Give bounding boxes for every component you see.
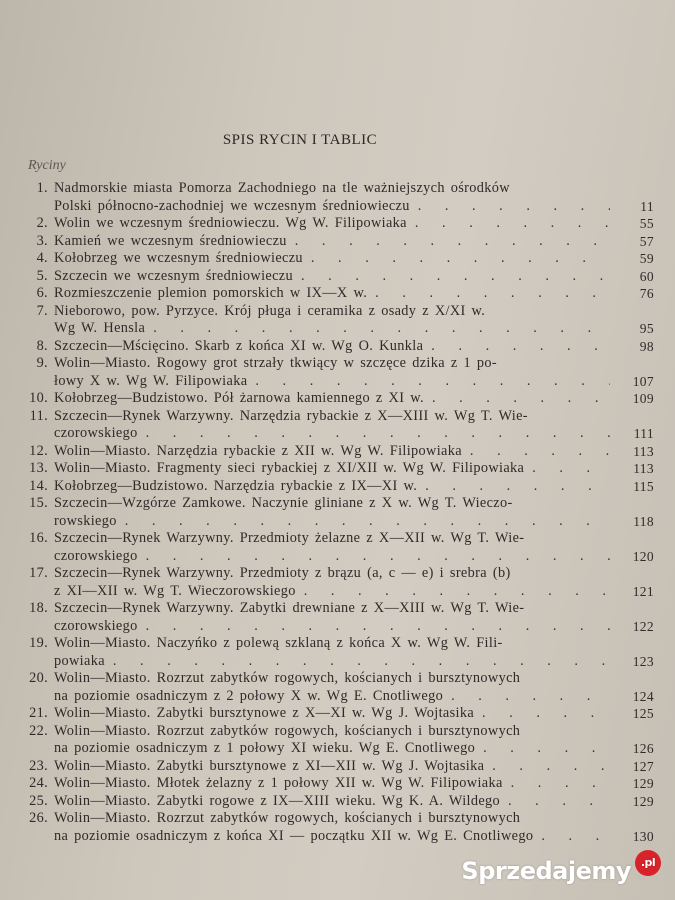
- dot-leader: [443, 688, 610, 706]
- dot-leader: [407, 215, 610, 233]
- list-item-line: [18, 618, 658, 636]
- dot-leader: [410, 198, 610, 216]
- page-number: [610, 670, 658, 688]
- list-item-line: [18, 740, 658, 758]
- item-number: 11.: [29, 407, 48, 424]
- list-item: [18, 215, 658, 233]
- item-number: 15.: [29, 495, 48, 511]
- page-number: 111: [633, 426, 654, 441]
- line-spacer: [520, 810, 610, 828]
- item-caption: z XI—XII w. Wg T. Wieczorowskiego: [54, 582, 296, 599]
- item-number: 22.: [29, 722, 48, 739]
- list-item: [18, 355, 658, 390]
- list-item: [18, 810, 658, 845]
- page-number: 124: [632, 688, 654, 704]
- page-number: 113: [633, 443, 654, 459]
- page-number: 127: [632, 758, 654, 774]
- list-item: [18, 285, 658, 303]
- list-item-line: [18, 758, 658, 776]
- list-item: [18, 635, 658, 670]
- item-caption: Wolin—Miasto. Fragmenty sieci rybackiej z XI/XII w. Wg W. Filipowiaka: [54, 460, 525, 476]
- item-caption: Wolin we wczesnym średniowieczu. Wg W. Filipowiaka: [54, 215, 407, 231]
- dot-leader: [138, 618, 610, 636]
- page-number: [610, 530, 658, 548]
- page-number: 123: [632, 653, 654, 669]
- list-item-line: [18, 793, 658, 811]
- list-item-line: [18, 198, 658, 216]
- page-number: 98: [639, 338, 654, 354]
- page-number: [610, 355, 658, 373]
- item-caption: Wolin—Miasto. Zabytki bursztynowe z X—XI w. Wg J. Wojtasika: [54, 705, 475, 721]
- dot-leader: [524, 460, 610, 478]
- list-item-line: [18, 670, 658, 688]
- item-caption: rowskiego: [54, 512, 117, 529]
- line-spacer: [485, 303, 610, 321]
- page-number: 109: [632, 391, 654, 406]
- line-spacer: [513, 495, 610, 513]
- dot-leader: [423, 338, 610, 356]
- line-spacer: [503, 635, 610, 653]
- list-item: [18, 793, 658, 811]
- list-item: [18, 338, 658, 356]
- list-item-line: [18, 600, 658, 618]
- item-caption: Wolin—Miasto. Rozrzut zabytków rogowych, kościanych i bursztynowych: [54, 722, 521, 739]
- item-number: 13.: [29, 460, 48, 476]
- list-item: [18, 268, 658, 286]
- list-item-line: [18, 705, 658, 723]
- line-spacer: [524, 600, 610, 618]
- list-item: [18, 565, 658, 600]
- page-number: 130: [632, 828, 654, 844]
- page-number: 120: [632, 548, 654, 564]
- item-number: 10.: [29, 390, 48, 406]
- item-caption: Wolin—Miasto. Zabytki rogowe z IX—XIII wieku. Wg K. A. Wildego: [54, 792, 501, 809]
- line-spacer: [510, 180, 610, 198]
- item-number: 12.: [29, 442, 48, 459]
- dot-leader: [287, 233, 610, 251]
- watermark-text: Sprzedajemy: [461, 857, 631, 885]
- dot-leader: [138, 548, 610, 566]
- item-number: 26.: [29, 810, 48, 826]
- dot-leader: [484, 758, 610, 776]
- dot-leader: [303, 250, 610, 268]
- list-item-line: [18, 495, 658, 513]
- watermark-logo: [461, 856, 656, 886]
- line-spacer: [520, 723, 610, 741]
- list-item: [18, 478, 658, 496]
- list-item-line: [18, 723, 658, 741]
- list-item: [18, 390, 658, 408]
- dot-leader: [293, 268, 610, 286]
- dot-leader: [367, 285, 610, 303]
- item-number: 18.: [29, 600, 48, 616]
- item-caption: Kamień we wczesnym średniowieczu: [54, 232, 287, 249]
- list-item-line: [18, 828, 658, 846]
- list-item-line: [18, 303, 658, 321]
- page-number: [610, 600, 658, 618]
- item-number: 1.: [36, 180, 48, 196]
- list-item-line: [18, 478, 658, 496]
- item-caption: czorowskiego: [54, 547, 138, 564]
- item-number: 2.: [36, 215, 48, 231]
- page-number: [610, 723, 658, 741]
- line-spacer: [524, 530, 610, 548]
- list-item-line: [18, 425, 658, 443]
- page-number: 129: [632, 776, 654, 791]
- list-item-line: [18, 180, 658, 198]
- page-number: 126: [632, 741, 654, 756]
- item-number: [18, 688, 54, 706]
- item-number: 3.: [36, 232, 48, 249]
- item-caption: Wolin—Miasto. Narzędzia rybackie z XII w. Wg W. Filipowiaka: [54, 442, 462, 459]
- list-item: [18, 233, 658, 251]
- list-item-line: [18, 373, 658, 391]
- list-item-line: [18, 775, 658, 793]
- item-caption: Kołobrzeg we wczesnym średniowieczu: [54, 250, 303, 266]
- list-item: [18, 723, 658, 758]
- item-number: 7.: [36, 302, 48, 319]
- list-item-line: [18, 215, 658, 233]
- dot-leader: [296, 583, 610, 601]
- item-number: 21.: [29, 705, 48, 721]
- item-number: [18, 373, 54, 391]
- item-caption: Kołobrzeg—Budzistowo. Pół żarnowa kamiennego z XI w.: [54, 390, 424, 406]
- page-number: 95: [639, 321, 654, 336]
- page-number: 76: [639, 286, 654, 301]
- page-number: 59: [639, 251, 654, 266]
- list-item-line: [18, 390, 658, 408]
- list-item: [18, 443, 658, 461]
- list-item-line: [18, 355, 658, 373]
- list-item-line: [18, 460, 658, 478]
- list-item-line: [18, 513, 658, 531]
- list-item-line: [18, 338, 658, 356]
- list-item-line: [18, 583, 658, 601]
- watermark-suffix: .pl: [635, 850, 661, 876]
- dot-leader: [105, 653, 610, 671]
- list-item: [18, 530, 658, 565]
- list-item-line: [18, 530, 658, 548]
- figure-list: [18, 180, 658, 845]
- item-caption: Wolin—Miasto. Rozrzut zabytków rogowych, kościanych i bursztynowych: [54, 810, 521, 826]
- page-number: [610, 810, 658, 828]
- item-caption: Rozmieszczenie plemion pomorskich w IX—X w.: [54, 285, 368, 301]
- list-item: [18, 408, 658, 443]
- item-number: 16.: [29, 530, 48, 546]
- item-caption: Wolin—Miasto. Zabytki bursztynowe z XI—XII w. Wg J. Wojtasika: [54, 757, 485, 774]
- page-title: SPIS RYCIN I TABLIC: [222, 132, 378, 148]
- item-caption: Szczecin—Wzgórze Zamkowe. Naczynie gliniane z X w. Wg T. Wieczo-: [54, 495, 513, 511]
- item-caption: na poziomie osadniczym z końca XI — początku XII w. Wg E. Cnotliwego: [54, 827, 534, 844]
- item-caption: na poziomie osadniczym z 2 połowy X w. Wg E. Cnotliwego: [54, 687, 444, 704]
- list-item-line: [18, 320, 658, 338]
- item-number: 20.: [29, 670, 48, 686]
- item-number: [18, 740, 54, 758]
- item-caption: Nieborowo, pow. Pyrzyce. Krój pługa i ceramika z osady z X/XI w.: [54, 302, 486, 319]
- list-item: [18, 303, 658, 338]
- page-number: 129: [632, 793, 654, 809]
- page-number: [610, 408, 658, 426]
- list-item: [18, 600, 658, 635]
- list-item-line: [18, 688, 658, 706]
- item-number: 19.: [29, 635, 48, 651]
- dot-leader: [475, 740, 610, 758]
- list-item: [18, 705, 658, 723]
- list-item: [18, 180, 658, 215]
- line-spacer: [520, 670, 610, 688]
- dot-leader: [474, 705, 610, 723]
- item-number: 6.: [36, 285, 48, 301]
- page-number: [610, 495, 658, 513]
- list-item-line: [18, 565, 658, 583]
- line-spacer: [497, 355, 610, 373]
- dot-leader: [503, 775, 610, 793]
- page-number: 125: [632, 706, 654, 721]
- list-item-line: [18, 653, 658, 671]
- list-item-line: [18, 635, 658, 653]
- item-caption: Wg W. Hensla: [54, 320, 146, 336]
- list-item: [18, 758, 658, 776]
- item-caption: Szczecin—Rynek Warzywny. Zabytki drewniane z X—XIII w. Wg T. Wie-: [54, 600, 525, 616]
- page-number: [610, 180, 658, 198]
- item-number: [18, 828, 54, 846]
- page-number: 115: [633, 478, 654, 494]
- section-heading: Ryciny: [28, 158, 66, 173]
- item-caption: Szczecin—Rynek Warzywny. Przedmioty z brązu (a, c — e) i srebra (b): [54, 565, 511, 581]
- list-item-line: [18, 548, 658, 566]
- list-item: [18, 495, 658, 530]
- dot-leader: [500, 793, 610, 811]
- page-number: 113: [633, 461, 654, 476]
- item-caption: Kołobrzeg—Budzistowo. Narzędzia rybackie z IX—XI w.: [54, 477, 418, 494]
- item-caption: Wolin—Miasto. Rogowy grot strzały tkwiący w szczęce dzika z 1 po-: [54, 355, 497, 371]
- dot-leader: [533, 828, 610, 846]
- item-number: [18, 618, 54, 636]
- page-number: 55: [639, 216, 654, 231]
- list-item-line: [18, 443, 658, 461]
- list-item: [18, 775, 658, 793]
- dot-leader: [462, 443, 610, 461]
- list-item-line: [18, 233, 658, 251]
- item-caption: Szczecin we wczesnym średniowieczu: [54, 267, 294, 284]
- page-number: 121: [632, 583, 654, 599]
- list-item-line: [18, 268, 658, 286]
- page-number: 122: [632, 618, 654, 634]
- list-item: [18, 670, 658, 705]
- dot-leader: [417, 478, 610, 496]
- item-number: [18, 425, 54, 443]
- item-number: 8.: [36, 337, 48, 354]
- item-number: 9.: [36, 355, 48, 371]
- list-item-line: [18, 250, 658, 268]
- dot-leader: [138, 425, 610, 443]
- item-number: 4.: [36, 250, 48, 266]
- item-number: 23.: [29, 757, 48, 774]
- item-number: [18, 198, 54, 216]
- item-caption: na poziomie osadniczym z 1 połowy XI wieku. Wg E. Cnotliwego: [54, 740, 476, 756]
- item-caption: łowy X w. Wg W. Filipowiaka: [54, 372, 248, 389]
- page-number: 118: [633, 513, 654, 529]
- list-item-line: [18, 810, 658, 828]
- item-caption: Szczecin—Rynek Warzywny. Przedmioty żelazne z X—XII w. Wg T. Wie-: [54, 530, 525, 546]
- item-number: 14.: [29, 477, 48, 494]
- page-number: 11: [640, 198, 654, 214]
- page-number: 60: [639, 268, 654, 284]
- page-number: 107: [632, 373, 654, 389]
- page-number: [610, 565, 658, 583]
- line-spacer: [528, 408, 610, 426]
- item-number: [18, 548, 54, 566]
- item-caption: czorowskiego: [54, 425, 138, 441]
- line-spacer: [511, 565, 610, 583]
- item-number: 25.: [29, 792, 48, 809]
- list-item: [18, 460, 658, 478]
- item-caption: Wolin—Miasto. Rozrzut zabytków rogowych, kościanych i bursztynowych: [54, 670, 521, 686]
- item-number: 17.: [29, 565, 48, 581]
- dot-leader: [247, 373, 610, 391]
- page-number: [610, 635, 658, 653]
- item-number: [18, 583, 54, 601]
- list-item-line: [18, 408, 658, 426]
- item-number: 5.: [36, 267, 48, 284]
- item-caption: Wolin—Miasto. Młotek żelazny z 1 połowy XII w. Wg W. Filipowiaka: [54, 775, 503, 791]
- list-item: [18, 250, 658, 268]
- item-caption: powiaka: [54, 652, 105, 669]
- item-caption: Polski północno-zachodniej we wczesnym średniowieczu: [54, 197, 410, 214]
- item-number: [18, 320, 54, 338]
- item-number: [18, 513, 54, 531]
- item-number: [18, 653, 54, 671]
- dot-leader: [424, 390, 610, 408]
- dot-leader: [117, 513, 610, 531]
- item-caption: Nadmorskie miasta Pomorza Zachodniego na tle ważniejszych ośrodków: [54, 180, 510, 196]
- page-number: [610, 303, 658, 321]
- item-caption: Szczecin—Mścięcino. Skarb z końca XI w. Wg O. Kunkla: [54, 337, 424, 354]
- item-caption: Szczecin—Rynek Warzywny. Narzędzia rybackie z X—XIII w. Wg T. Wie-: [54, 407, 528, 424]
- dot-leader: [145, 320, 610, 338]
- page-number: 57: [639, 233, 654, 249]
- list-item-line: [18, 285, 658, 303]
- item-caption: Wolin—Miasto. Naczyńko z polewą szklaną z końca X w. Wg W. Fili-: [54, 635, 503, 651]
- item-number: 24.: [29, 775, 48, 791]
- item-caption: czorowskiego: [54, 617, 138, 634]
